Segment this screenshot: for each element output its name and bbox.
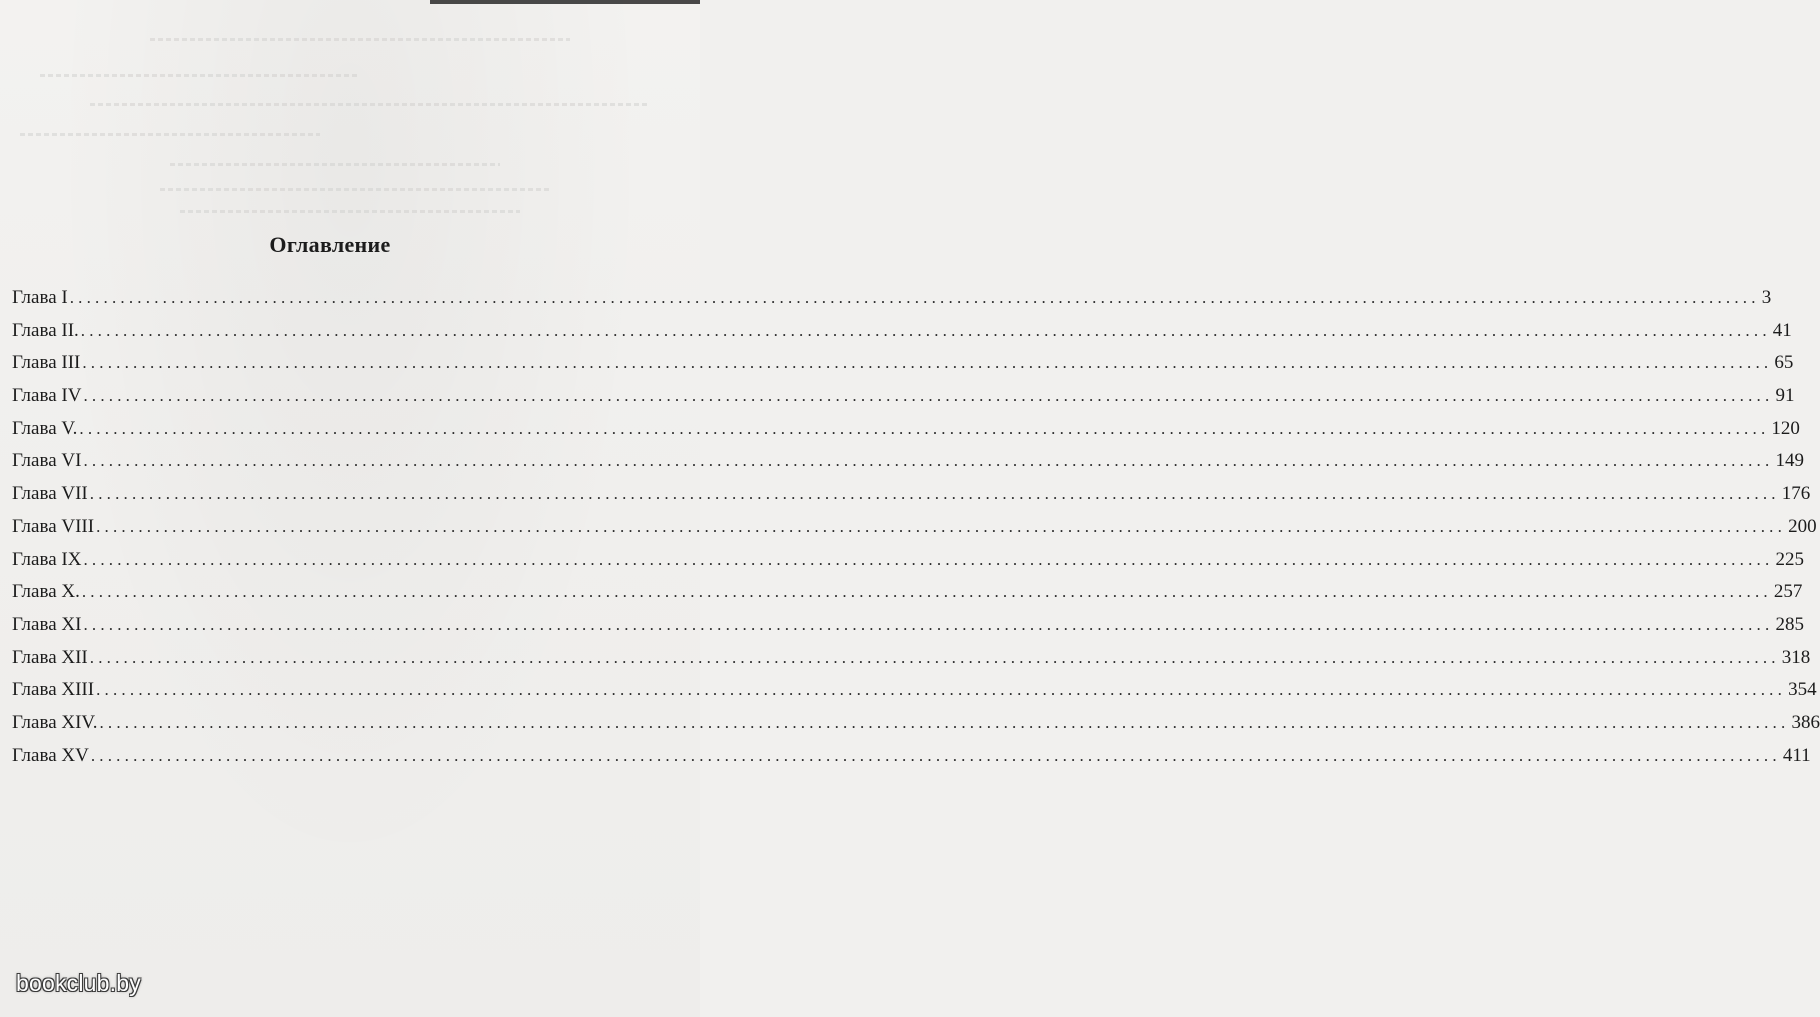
toc-entry-page-number: 41 <box>1772 319 1792 341</box>
toc-entry <box>12 707 1820 740</box>
toc-entry <box>12 576 1803 609</box>
toc-entry-label: Глава III <box>12 352 81 374</box>
page-top-edge <box>430 0 700 4</box>
toc-entry <box>12 740 1811 773</box>
show-through-line <box>160 188 550 191</box>
toc-entry-label: Глава XI <box>12 613 82 635</box>
toc-entry <box>12 478 1811 511</box>
toc-leader-dots: ........................................................................................................................................................................................................ <box>89 484 1780 504</box>
toc-leader-dots: ........................................................................................................................................................................................................ <box>83 614 1774 634</box>
toc-entry-label: Глава VI <box>12 450 82 472</box>
toc-entry-label: Глава I <box>12 287 68 308</box>
toc-entry-page-number: 318 <box>1781 646 1811 668</box>
toc-leader-dots: ........................................................................................................................................................................................................ <box>69 288 1760 307</box>
toc-list <box>12 282 1820 772</box>
toc-entry-page-number: 3 <box>1761 287 1772 308</box>
toc-leader-dots: ........................................................................................................................................................................................................ <box>83 451 1774 471</box>
show-through-line <box>180 210 520 213</box>
toc-leader-dots: ........................................................................................................................................................................................................ <box>96 516 1787 536</box>
toc-entry-label: Глава XV <box>12 744 89 766</box>
toc-title: Оглавление <box>269 232 391 257</box>
toc-entry <box>12 445 1804 478</box>
toc-leader-dots: ........................................................................................................................................................................................................ <box>83 549 1774 569</box>
show-through-line <box>20 133 320 136</box>
toc-leader-dots: ........................................................................................................................................................................................................ <box>82 353 1773 373</box>
toc-entry <box>12 609 1804 642</box>
toc-entry-label: Глава VII <box>12 483 88 505</box>
toc-entry-label: Глава II. <box>12 319 79 341</box>
toc-entry-page-number: 120 <box>1771 417 1800 439</box>
show-through-line <box>90 103 650 106</box>
toc-leader-dots: ........................................................................................................................................................................................................ <box>90 745 1781 765</box>
toc-entry-page-number: 411 <box>1782 744 1811 766</box>
toc-entry-label: Глава XIII <box>12 679 95 701</box>
toc-entry-page-number: 257 <box>1773 581 1803 603</box>
toc-entry <box>12 315 1792 348</box>
toc-entry-page-number: 225 <box>1775 548 1804 570</box>
toc-entry <box>12 413 1800 446</box>
toc-entry-label: Глава V. <box>12 417 78 439</box>
toc-entry <box>12 674 1817 707</box>
toc-entry-page-number: 354 <box>1788 679 1817 701</box>
toc-entry-label: Глава X. <box>12 581 80 603</box>
show-through-line <box>40 74 360 77</box>
toc-entry <box>12 511 1817 544</box>
show-through-line <box>150 38 570 41</box>
watermark: bookclub.by <box>16 970 141 996</box>
toc-leader-dots: ........................................................................................................................................................................................................ <box>80 320 1771 340</box>
toc-entry-page-number: 386 <box>1791 711 1820 733</box>
toc-leader-dots: ........................................................................................................................................................................................................ <box>99 712 1790 732</box>
toc-leader-dots: ........................................................................................................................................................................................................ <box>89 647 1780 667</box>
toc-entry-label: Глава VIII <box>12 515 95 537</box>
toc-entry <box>12 544 1804 577</box>
toc-entry-label: Глава IX <box>12 548 82 570</box>
toc-entry-label: Глава XII <box>12 646 88 668</box>
toc-entry-page-number: 91 <box>1775 385 1795 407</box>
toc-leader-dots: ........................................................................................................................................................................................................ <box>79 418 1770 438</box>
toc-entry-label: Глава XIV. <box>12 711 98 733</box>
toc-entry <box>12 380 1795 413</box>
toc-entry <box>12 347 1794 380</box>
toc-entry <box>12 282 1772 315</box>
toc-entry-page-number: 200 <box>1788 515 1817 537</box>
toc-entry-page-number: 285 <box>1775 613 1804 635</box>
show-through-line <box>170 163 500 166</box>
toc-leader-dots: ........................................................................................................................................................................................................ <box>96 680 1787 700</box>
toc-entry <box>12 642 1811 675</box>
toc-leader-dots: ........................................................................................................................................................................................................ <box>83 386 1774 406</box>
toc-entry-page-number: 65 <box>1774 352 1794 374</box>
toc-leader-dots: ........................................................................................................................................................................................................ <box>81 582 1772 602</box>
toc-entry-label: Глава IV <box>12 385 82 407</box>
toc-entry-page-number: 176 <box>1781 483 1811 505</box>
toc-entry-page-number: 149 <box>1775 450 1804 472</box>
